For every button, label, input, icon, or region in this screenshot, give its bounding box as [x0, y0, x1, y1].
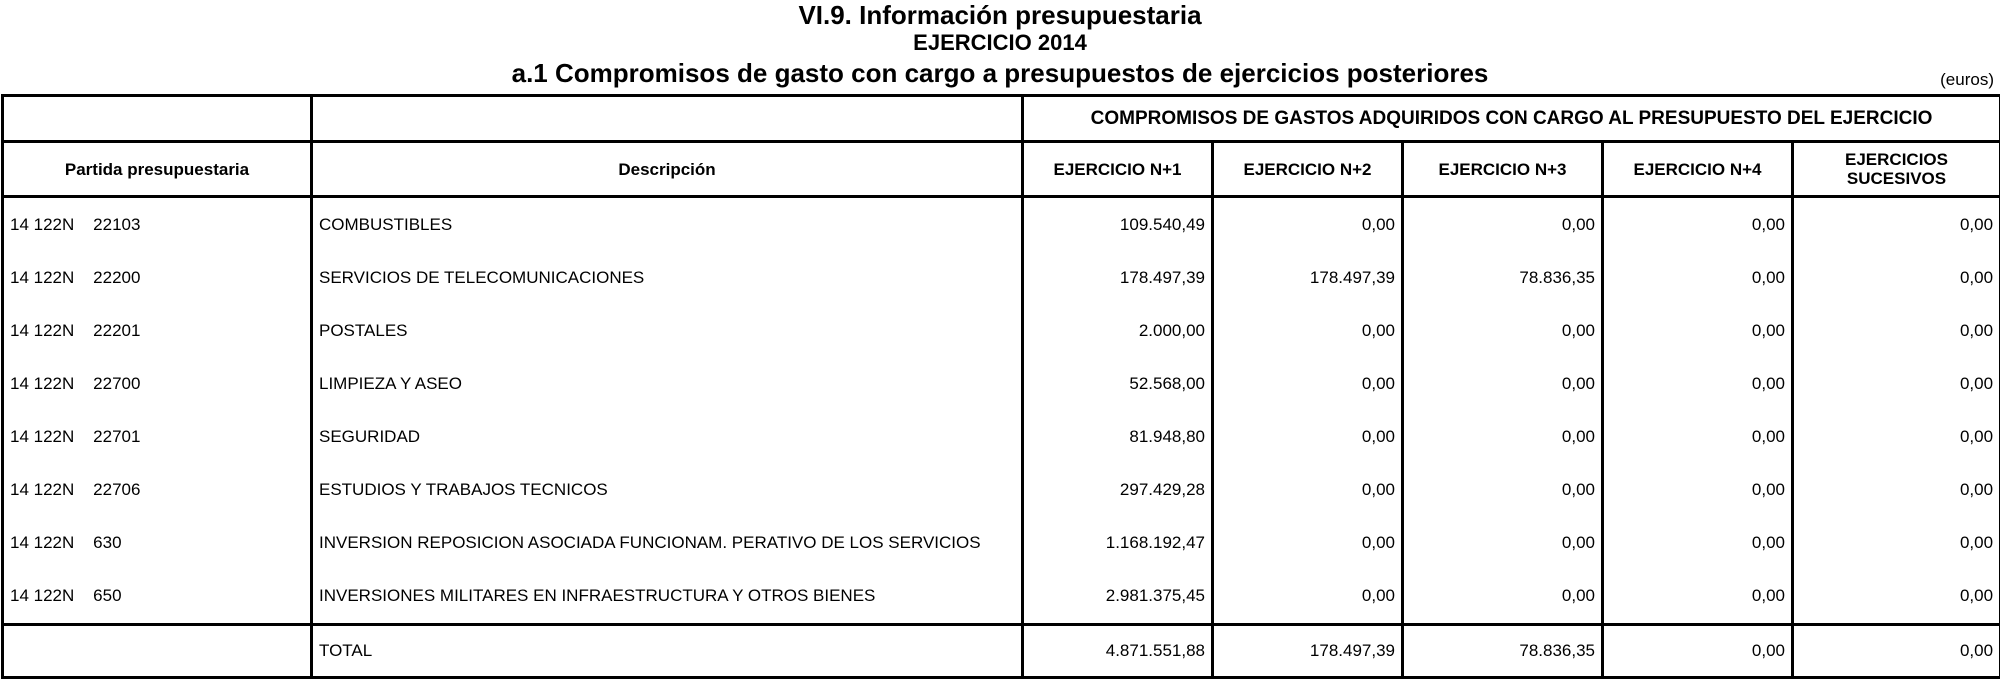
descripcion-cell: INVERSIONES MILITARES EN INFRAESTRUCTURA Y OTROS BIENES	[312, 569, 1023, 625]
n1-cell: 178.497,39	[1023, 251, 1213, 304]
table-row	[3, 357, 2000, 410]
n3-cell: 0,00	[1403, 516, 1603, 569]
group-header: COMPROMISOS DE GASTOS ADQUIRIDOS CON CARGO AL PRESUPUESTO DEL EJERCICIO	[1023, 96, 2000, 142]
column-header-n1: EJERCICIO N+1	[1023, 142, 1213, 197]
descripcion-cell: ESTUDIOS Y TRABAJOS TECNICOS	[312, 463, 1023, 516]
total-n1: 4.871.551,88	[1023, 625, 1213, 678]
budget-table	[1, 94, 2000, 679]
column-header-n3: EJERCICIO N+3	[1403, 142, 1603, 197]
partida-cell: 14 122N 22700	[3, 357, 312, 410]
n4-cell: 0,00	[1603, 569, 1793, 625]
page-subtitle: EJERCICIO 2014	[0, 30, 2000, 56]
total-n4: 0,00	[1603, 625, 1793, 678]
total-blank-cell	[3, 625, 312, 678]
n3-cell: 0,00	[1403, 463, 1603, 516]
sucesivos-cell: 0,00	[1793, 410, 2000, 463]
n4-cell: 0,00	[1603, 410, 1793, 463]
total-n2: 178.497,39	[1213, 625, 1403, 678]
n1-cell: 81.948,80	[1023, 410, 1213, 463]
table-row	[3, 197, 2000, 252]
total-label: TOTAL	[312, 625, 1023, 678]
blank-header-cell	[312, 96, 1023, 142]
n2-cell: 0,00	[1213, 410, 1403, 463]
descripcion-cell: SEGURIDAD	[312, 410, 1023, 463]
n4-cell: 0,00	[1603, 197, 1793, 252]
n1-cell: 2.981.375,45	[1023, 569, 1213, 625]
n2-cell: 178.497,39	[1213, 251, 1403, 304]
n2-cell: 0,00	[1213, 357, 1403, 410]
total-row	[3, 625, 2000, 678]
n3-cell: 0,00	[1403, 410, 1603, 463]
sucesivos-cell: 0,00	[1793, 197, 2000, 252]
table-row	[3, 569, 2000, 625]
partida-cell: 14 122N 22103	[3, 197, 312, 252]
column-header-n4: EJERCICIO N+4	[1603, 142, 1793, 197]
column-header-sucesivos: EJERCICIOS SUCESIVOS	[1793, 142, 2000, 197]
n3-cell: 0,00	[1403, 197, 1603, 252]
sucesivos-cell: 0,00	[1793, 569, 2000, 625]
table-row	[3, 251, 2000, 304]
n2-cell: 0,00	[1213, 463, 1403, 516]
section-title: a.1 Compromisos de gasto con cargo a presupuestos de ejercicios posteriores	[0, 58, 2000, 88]
total-n3: 78.836,35	[1403, 625, 1603, 678]
table-row	[3, 410, 2000, 463]
n4-cell: 0,00	[1603, 357, 1793, 410]
partida-cell: 14 122N 630	[3, 516, 312, 569]
descripcion-cell: POSTALES	[312, 304, 1023, 357]
partida-cell: 14 122N 22201	[3, 304, 312, 357]
descripcion-cell: INVERSION REPOSICION ASOCIADA FUNCIONAM. PERATIVO DE LOS SERVICIOS	[312, 516, 1023, 569]
n2-cell: 0,00	[1213, 569, 1403, 625]
n4-cell: 0,00	[1603, 251, 1793, 304]
total-sucesivos: 0,00	[1793, 625, 2000, 678]
n4-cell: 0,00	[1603, 304, 1793, 357]
column-header-partida: Partida presupuestaria	[3, 142, 312, 197]
page-title: VI.9. Información presupuestaria	[0, 0, 2000, 30]
n1-cell: 1.168.192,47	[1023, 516, 1213, 569]
table-row	[3, 463, 2000, 516]
partida-cell: 14 122N 22701	[3, 410, 312, 463]
partida-cell: 14 122N 22706	[3, 463, 312, 516]
descripcion-cell: SERVICIOS DE TELECOMUNICACIONES	[312, 251, 1023, 304]
partida-cell: 14 122N 22200	[3, 251, 312, 304]
descripcion-cell: COMBUSTIBLES	[312, 197, 1023, 252]
sucesivos-cell: 0,00	[1793, 463, 2000, 516]
table-row	[3, 516, 2000, 569]
n3-cell: 0,00	[1403, 357, 1603, 410]
sucesivos-cell: 0,00	[1793, 251, 2000, 304]
blank-header-cell	[3, 96, 312, 142]
n1-cell: 2.000,00	[1023, 304, 1213, 357]
n4-cell: 0,00	[1603, 516, 1793, 569]
n4-cell: 0,00	[1603, 463, 1793, 516]
descripcion-cell: LIMPIEZA Y ASEO	[312, 357, 1023, 410]
sucesivos-cell: 0,00	[1793, 357, 2000, 410]
units-label: (euros)	[1940, 70, 1994, 90]
n1-cell: 109.540,49	[1023, 197, 1213, 252]
n3-cell: 0,00	[1403, 304, 1603, 357]
column-header-descripcion: Descripción	[312, 142, 1023, 197]
partida-cell: 14 122N 650	[3, 569, 312, 625]
table-row	[3, 304, 2000, 357]
n1-cell: 52.568,00	[1023, 357, 1213, 410]
n2-cell: 0,00	[1213, 197, 1403, 252]
n2-cell: 0,00	[1213, 304, 1403, 357]
n3-cell: 0,00	[1403, 569, 1603, 625]
sucesivos-cell: 0,00	[1793, 516, 2000, 569]
n2-cell: 0,00	[1213, 516, 1403, 569]
n1-cell: 297.429,28	[1023, 463, 1213, 516]
column-header-n2: EJERCICIO N+2	[1213, 142, 1403, 197]
n3-cell: 78.836,35	[1403, 251, 1603, 304]
sucesivos-cell: 0,00	[1793, 304, 2000, 357]
